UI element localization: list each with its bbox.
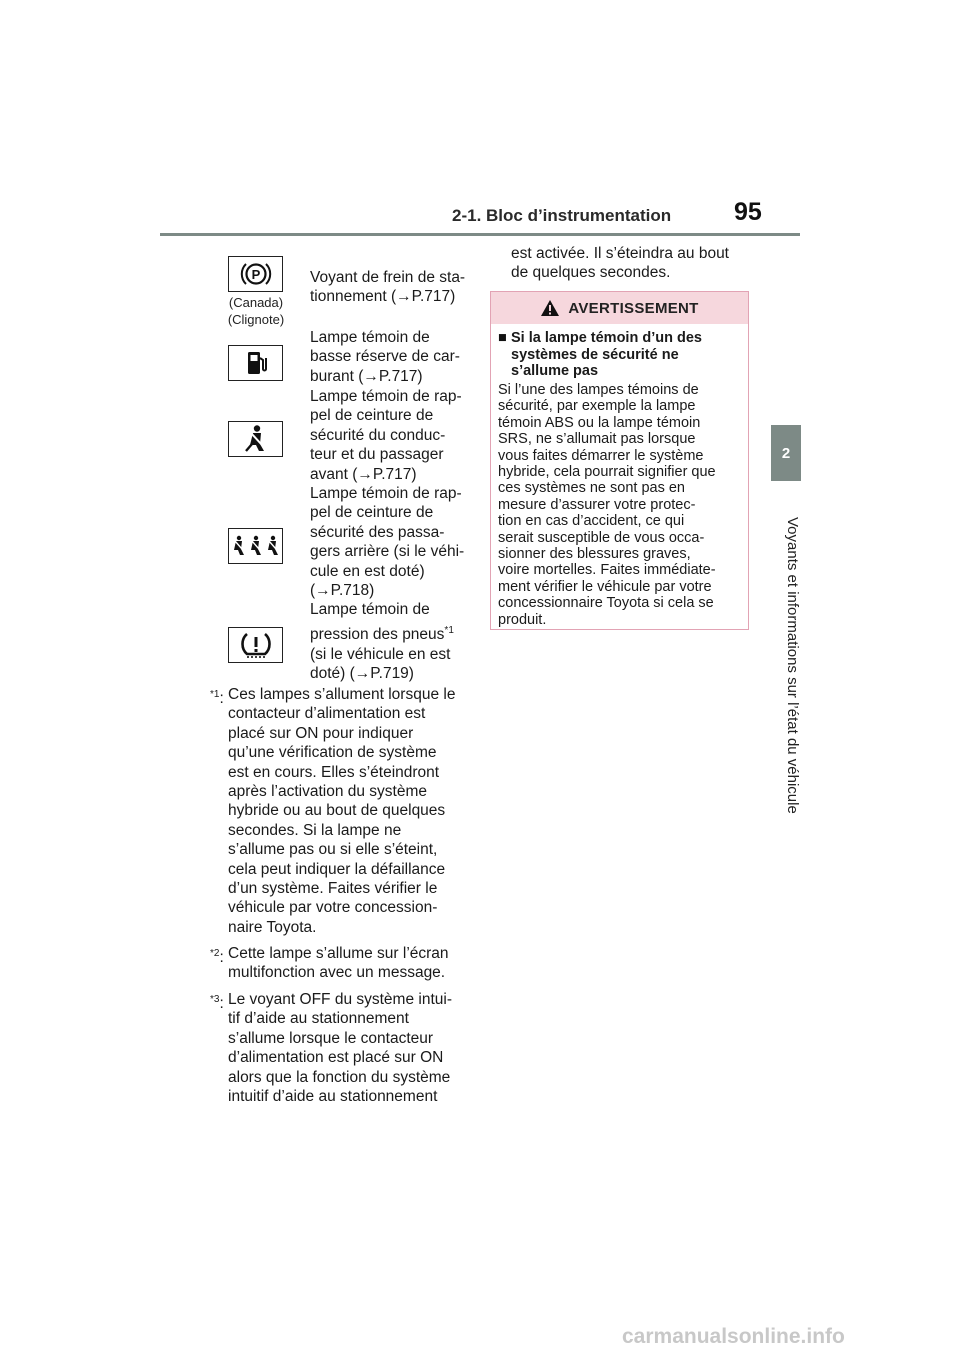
parking-brake-description: Voyant de frein de sta- tionnement (→P.717) <box>310 269 466 306</box>
tire-pressure-icon <box>228 627 283 663</box>
fuel-pump-icon <box>228 345 283 381</box>
footnote-3-continuation: est activée. Il s’éteindra au bout de quelques secondes. <box>511 245 729 282</box>
chapter-label: Voyants et informations sur l’état du véhicule <box>784 516 801 814</box>
warning-body: Si l’une des lampes témoins de sécurité, par exemple la lampe témoin ABS ou la lampe témoin SRS, ne s’allumait pas lorsque vous faites démarrer le système hybride, cela pourrait signifier que ces systèmes ne sont pas en mesure d’assurer votre protec- tion en cas d’accident, ce qui serait susceptible de vous occa- sionner des blessures graves, voire mortelles. Faites immédiate- ment vérifier le véhicule par votre concessionnaire Toyota si cela se produit. <box>498 382 716 628</box>
page-number: 95 <box>734 198 762 226</box>
rear-seatbelts-icon <box>228 528 283 564</box>
warning-triangle-icon <box>540 299 560 317</box>
fuel-description: Lampe témoin de basse réserve de car- burant (→P.717) <box>310 329 460 385</box>
chapter-tab: 2 <box>771 425 801 481</box>
region-note: (Canada) <box>228 295 284 310</box>
rear-seatbelts-description: Lampe témoin de rap- pel de ceinture de sécurité des passa- gers arrière (si le véhi- cule en est doté) (→P.718) <box>310 485 465 600</box>
header-divider <box>160 233 800 236</box>
footnote-ref: *1 <box>444 625 454 637</box>
footnote-1: $^{*1}$: Ces lampes s’allument lorsque le contacteur d’alimentation est placé sur ON pour indiquer qu’une vérification de système est en cours. Elles s’éteindront après l’activation du système hybride ou au bout de quelques secondes. Si la lampe ne s’allume pas ou si elle s’éteint, cela peut indiquer la défaillance d’un système. Faites vérifier le véhicule par votre concession- naire Toyota. <box>210 686 456 936</box>
footnote-2: $^{*2}$: Cette lampe s’allume sur l’écran multifonction avec un message. <box>210 945 449 982</box>
section-title: 2-1. Bloc d’instrumentation <box>452 206 672 225</box>
seatbelt-icon <box>228 421 283 457</box>
watermark: carmanualsonline.info <box>622 1325 845 1348</box>
seatbelt-description: Lampe témoin de rap- pel de ceinture de sécurité du conduc- teur et du passager avant (→P.717) <box>310 388 462 483</box>
warning-title: AVERTISSEMENT <box>568 299 699 317</box>
warning-header <box>491 292 748 324</box>
blink-note: (Clignote) <box>227 312 285 327</box>
warning-box <box>490 291 749 630</box>
tire-pressure-description: Lampe témoin de pression des pneus$^{*1}$ (si le véhicule en est doté) (→P.719) <box>310 601 454 683</box>
warning-heading: ■ Si la lampe témoin d’un des systèmes de sécurité ne s’allume pas <box>498 330 702 379</box>
svg-text:P: P <box>251 267 260 282</box>
parking-brake-icon <box>228 256 283 292</box>
bullet-square-icon: ■ <box>498 330 507 346</box>
footnote-3: $^{*3}$: Le voyant OFF du système intui- tif d’aide au stationnement s’allume lorsque le contacteur d’alimentation est placé sur ON alors que la fonction du système intuitif d’aide au stationnement <box>210 991 452 1106</box>
